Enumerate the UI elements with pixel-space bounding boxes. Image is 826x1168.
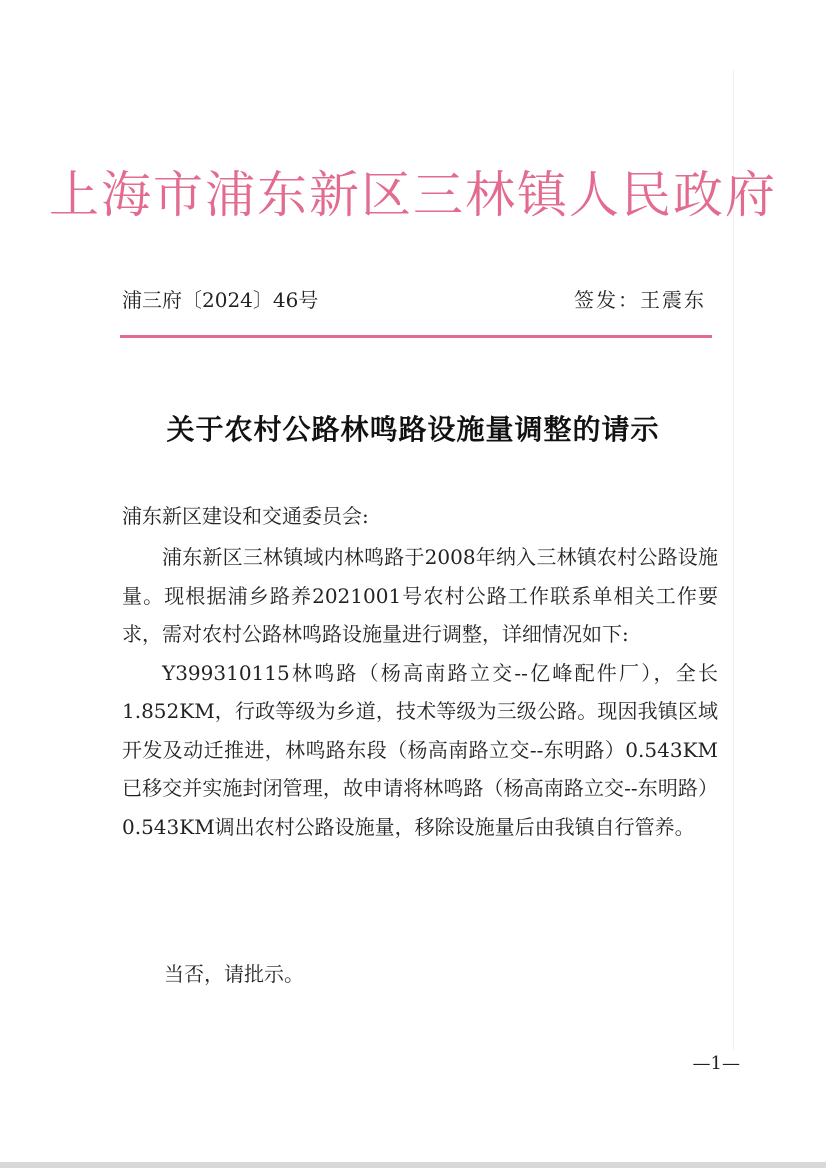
document-body: [122, 538, 718, 846]
closing-remark: 当否，请批示。: [164, 962, 304, 986]
red-divider-line: [120, 335, 712, 338]
issuer-header: 上海市浦东新区三林镇人民政府: [49, 166, 777, 224]
scan-bottom-edge: [0, 1162, 826, 1168]
document-number: 浦三府〔2024〕46号: [122, 288, 319, 312]
addressee: 浦东新区建设和交通委员会:: [122, 504, 369, 528]
document-title: 关于农村公路林鸣路设施量调整的请示: [166, 413, 660, 446]
signer: 签发：王震东: [574, 288, 706, 312]
page-number: —1—: [692, 1053, 740, 1074]
body-paragraph: 浦东新区三林镇域内林鸣路于2008年纳入三林镇农村公路设施量。现根据浦乡路养2021001号农村公路工作联系单相关工作要求，需对农村公路林鸣路设施量进行调整，详细情况如下:: [122, 545, 718, 646]
body-paragraph: Y399310115林鸣路（杨高南路立交--亿峰配件厂），全长1.852KM，行政等级为乡道，技术等级为三级公路。现因我镇区域开发及动迁推进，林鸣路东段（杨高南路立交--东明路）0.543KM已移交并实施封闭管理，故申请将林鸣路（杨高南路立交--东明路）0.543KM调出农村公路设施量，移除设施量后由我镇自行管养。: [122, 660, 718, 839]
